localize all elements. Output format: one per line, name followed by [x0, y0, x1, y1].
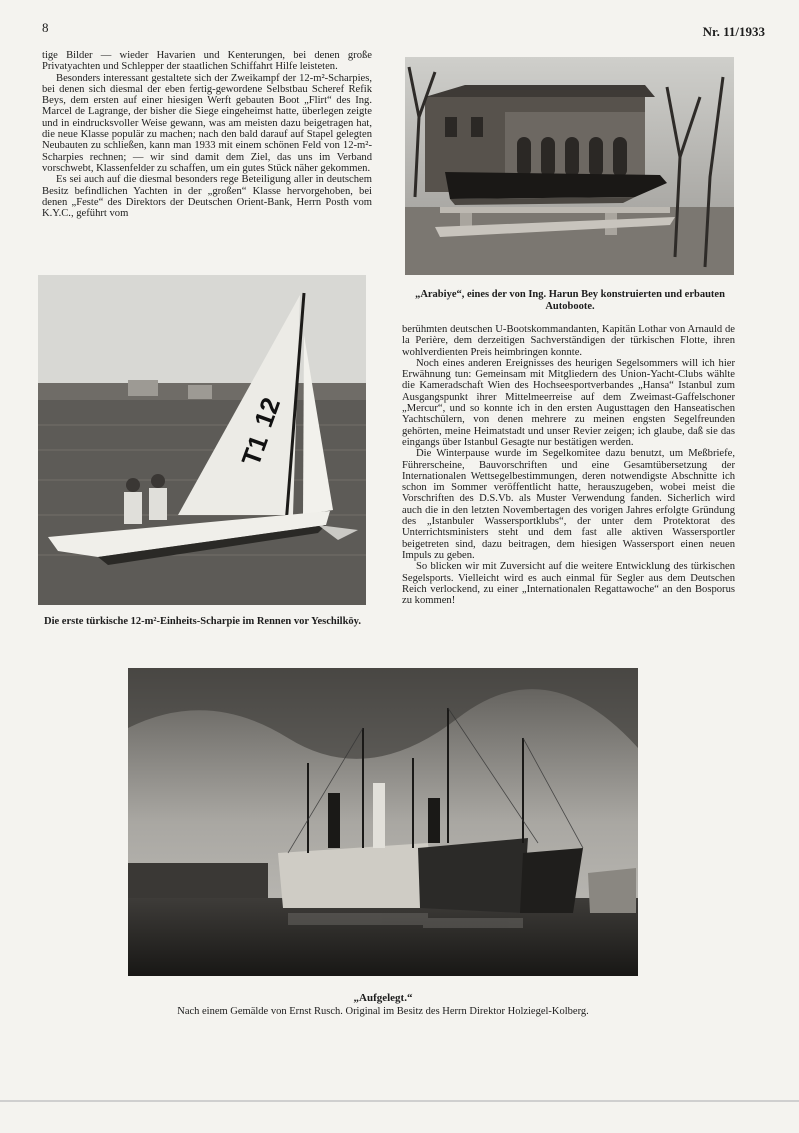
sailboat-caption: Die erste türkische 12-m²-Einheits-Scharpie im Rennen vor Yeschilköy. — [44, 616, 361, 627]
motorboat-illustration — [405, 57, 734, 275]
page-bottom-rule — [0, 1100, 799, 1102]
sail-number-bottom: T1 — [235, 430, 274, 470]
ships-painting-illustration — [128, 668, 638, 976]
painting-image — [128, 668, 638, 976]
left-text-column — [42, 50, 372, 219]
paragraph: berühmten deutschen U-Bootskommandanten, Kapitän Lothar von Arnauld de la Perière, dem derzeitigen Sachverständigen der türkischen Flotte, ihren wohlverdienten Preis heimbringen konnte. — [402, 324, 735, 358]
right-text-column — [402, 324, 735, 606]
sailboat-photo — [38, 275, 366, 605]
paragraph: Es sei auch auf die diesmal besonders rege Beteiligung aller in deutschem Besitz befindlichen Yachten in der „großen“ Klasse hervorgehoben, bei denen „Feste“ des Direktors der Deutschen Orient-Bank, Herrn Posth vom K.Y.C., geführt vom — [42, 174, 372, 220]
paragraph: tige Bilder — wieder Havarien und Kenterungen, bei denen große Privatyachten und Schlepper der staatlichen Schiffahrt Hilfe leisteten. — [42, 50, 372, 73]
painting-credit: Nach einem Gemälde von Ernst Rusch. Original im Besitz des Herrn Direktor Holziegel-Kolberg. — [177, 1006, 589, 1017]
painting-title: „Aufgelegt.“ — [353, 992, 413, 1004]
sailboat-illustration — [38, 275, 366, 605]
issue-number: Nr. 11/1933 — [702, 24, 765, 39]
page-number: 8 — [42, 20, 49, 35]
paragraph: Noch eines anderen Ereignisses des heurigen Segelsommers will ich hier Erwähnung tun: Gemeinsam mit Mitgliedern des Union-Yacht-Clubs wählte die Kameradschaft Wien des Hochseesportverbandes „Hansa“ Istanbul zum Ausgangspunkt ihrer Mittelmeerreise auf dem Zweimast-Gaffelschoner „Mercur“, und so konnte ich in den ersten Augusttagen den Hanseatischen Yachtschülern, von denen mehrere zu meinen engsten Segelfreunden gehörten, meine Heimatstadt und unser Revier zeigen; ich glaube, daß sie das eingangs über Istanbul Gesagte nur bestätigen werden. — [402, 357, 735, 448]
paragraph: Besonders interessant gestaltete sich der Zweikampf der 12-m²-Scharpies, bei denen sich diesmal der eben fertig-gewordene Selbstbau Scheref Refik Beys, dem ersten auf einer hiesigen Werft gebauten Boot „Flirt“ des Ing. Marcel de Lagrange, der bisher die Siege eingeheimst hatte, überlegen zeigte und in eindrucksvoller Weise gewann, was am meisten dazu beigetragen hat, die neue Klasse populär zu machen; nach den bald darauf auf Stapel gelegten Neubauten zu schließen, kann man 1933 mit einem schönen Feld von 12-m²-Scharpies rechnen; — wir sind damit dem Ziel, das uns im Verband vorschwebt, Klassenfelder zu schaffen, um ein gutes Stück näher gekommen. — [42, 72, 372, 174]
paragraph: Die Winterpause wurde im Segelkomitee dazu benutzt, um Meßbriefe, Führerscheine, Bauvorschriften und eine Gesamtübersetzung der Internationalen Wettsegelbestimmungen, deren notwendigste Abschnitte ich schon im Sommer veröffentlicht hatte, herauszugeben, wobei meist die Vorschriften des D.S.Vb. als Muster Verwendung fanden. Sicherlich wird auch die in den letzten Novembertagen des vorigen Jahres erfolgte Gründung des „Istanbuler Wassersportklubs“, der unter dem Protektorat des Unterrichtsministers steht und dem fast alle aktiven Wassersportler beigetreten sind, dazu beitragen, dem hiesigen Wassersport einen neuen Impuls zu geben. — [402, 448, 735, 561]
arabiye-caption: „Arabiye“, eines der von Ing. Harun Bey konstruierten und erbauten Autoboote. — [415, 289, 725, 312]
paragraph: So blicken wir mit Zuversicht auf die weitere Entwicklung des türkischen Segelsports. Vielleicht wird es auch einmal für Segler aus dem Deutschen Reich verlockend, zu einer „Internationalen Regattawoche“ an den Bosporus zu kommen! — [402, 561, 735, 607]
arabiye-photo — [405, 57, 734, 275]
sail-number-top: 12 — [247, 393, 287, 432]
